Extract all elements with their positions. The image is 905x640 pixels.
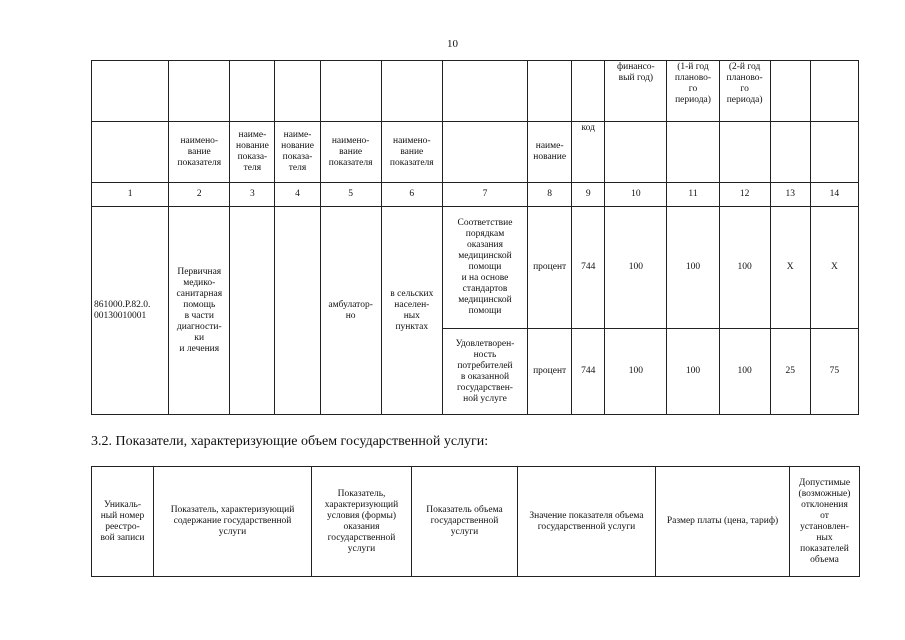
column-numbers-row [92, 183, 859, 207]
column-number: 7 [442, 183, 527, 207]
header-volume-indicator: Показатель объема государственной услуги [412, 467, 518, 577]
value-year-1: 100 [667, 207, 719, 329]
header-row-2 [92, 122, 859, 183]
header-registry-number: Уникаль- ный номер реестро- вой записи [92, 467, 154, 577]
column-number: 9 [572, 183, 605, 207]
unit-code: 744 [572, 207, 605, 329]
quality-indicators-table [91, 60, 859, 415]
header-indicator-name: наимено- вание показателя [320, 122, 381, 183]
unit-name: процент [528, 207, 572, 329]
column-number: 11 [667, 183, 719, 207]
header-indicator-name: наиме- нование показа- теля [275, 122, 320, 183]
value-year-2: 100 [719, 207, 770, 329]
column-number: 1 [92, 183, 169, 207]
header-allowed-deviation: Допустимые (возможные) отклонения от установлен- ных показателей объема [790, 467, 860, 577]
header-content-indicator: Показатель, характеризующий содержание государственной услуги [154, 467, 312, 577]
header-indicator-name: наимено- вание показателя [169, 122, 230, 183]
value-year-2: 100 [719, 329, 770, 415]
value-year-0: 100 [605, 207, 667, 329]
column-number: 4 [275, 183, 320, 207]
column-number: 8 [528, 183, 572, 207]
column-number: 5 [320, 183, 381, 207]
column-number: 2 [169, 183, 230, 207]
content-indicator: Первичная медико- санитарная помощь в части диагности- ки и лечения [169, 207, 230, 415]
value-year-0: 100 [605, 329, 667, 415]
deviation-value: 75 [810, 329, 858, 415]
condition-place: в сельских населен- ных пунктах [381, 207, 442, 415]
header-conditions-indicator: Показатель, характеризующий условия (формы) оказания государственной услуги [312, 467, 412, 577]
column-number: 14 [810, 183, 858, 207]
header-financial-year: финансо- вый год) [605, 61, 667, 122]
quality-indicator: Удовлетворен- ность потребителей в оказанной государствен- ной услуге [442, 329, 527, 415]
column-number: 10 [605, 183, 667, 207]
section-heading: 3.2. Показатели, характеризующие объем государственной услуги: [91, 434, 489, 449]
unit-name: процент [528, 329, 572, 415]
column-number: 3 [230, 183, 275, 207]
column-number: 13 [770, 183, 810, 207]
header-fee-amount: Размер платы (цена, тариф) [656, 467, 790, 577]
header-unit-code: код [572, 122, 605, 183]
column-number: 6 [381, 183, 442, 207]
deviation-value: Х [810, 207, 858, 329]
page-number: 10 [447, 38, 458, 50]
condition-form: амбулатор- но [320, 207, 381, 415]
column-number: 12 [719, 183, 770, 207]
header-planning-year-1: (1-й год планово- го периода) [667, 61, 719, 122]
header-indicator-name: наиме- нование показа- теля [230, 122, 275, 183]
header-row-1 [92, 61, 859, 122]
table-row [92, 207, 859, 329]
volume-header-row [92, 467, 860, 577]
unit-code: 744 [572, 329, 605, 415]
header-volume-value: Значение показателя объема государственной услуги [518, 467, 656, 577]
volume-indicators-table [91, 466, 860, 577]
quality-indicator: Соответствие порядкам оказания медицинской помощи и на основе стандартов медицинской помощи [442, 207, 527, 329]
deviation-value: 25 [770, 329, 810, 415]
value-year-1: 100 [667, 329, 719, 415]
header-planning-year-2: (2-й год планово- го периода) [719, 61, 770, 122]
registry-number: 861000.Р.82.0. 00130010001 [92, 207, 169, 415]
deviation-value: Х [770, 207, 810, 329]
header-unit-name: наиме- нование [528, 122, 572, 183]
header-indicator-name: наимено- вание показателя [381, 122, 442, 183]
